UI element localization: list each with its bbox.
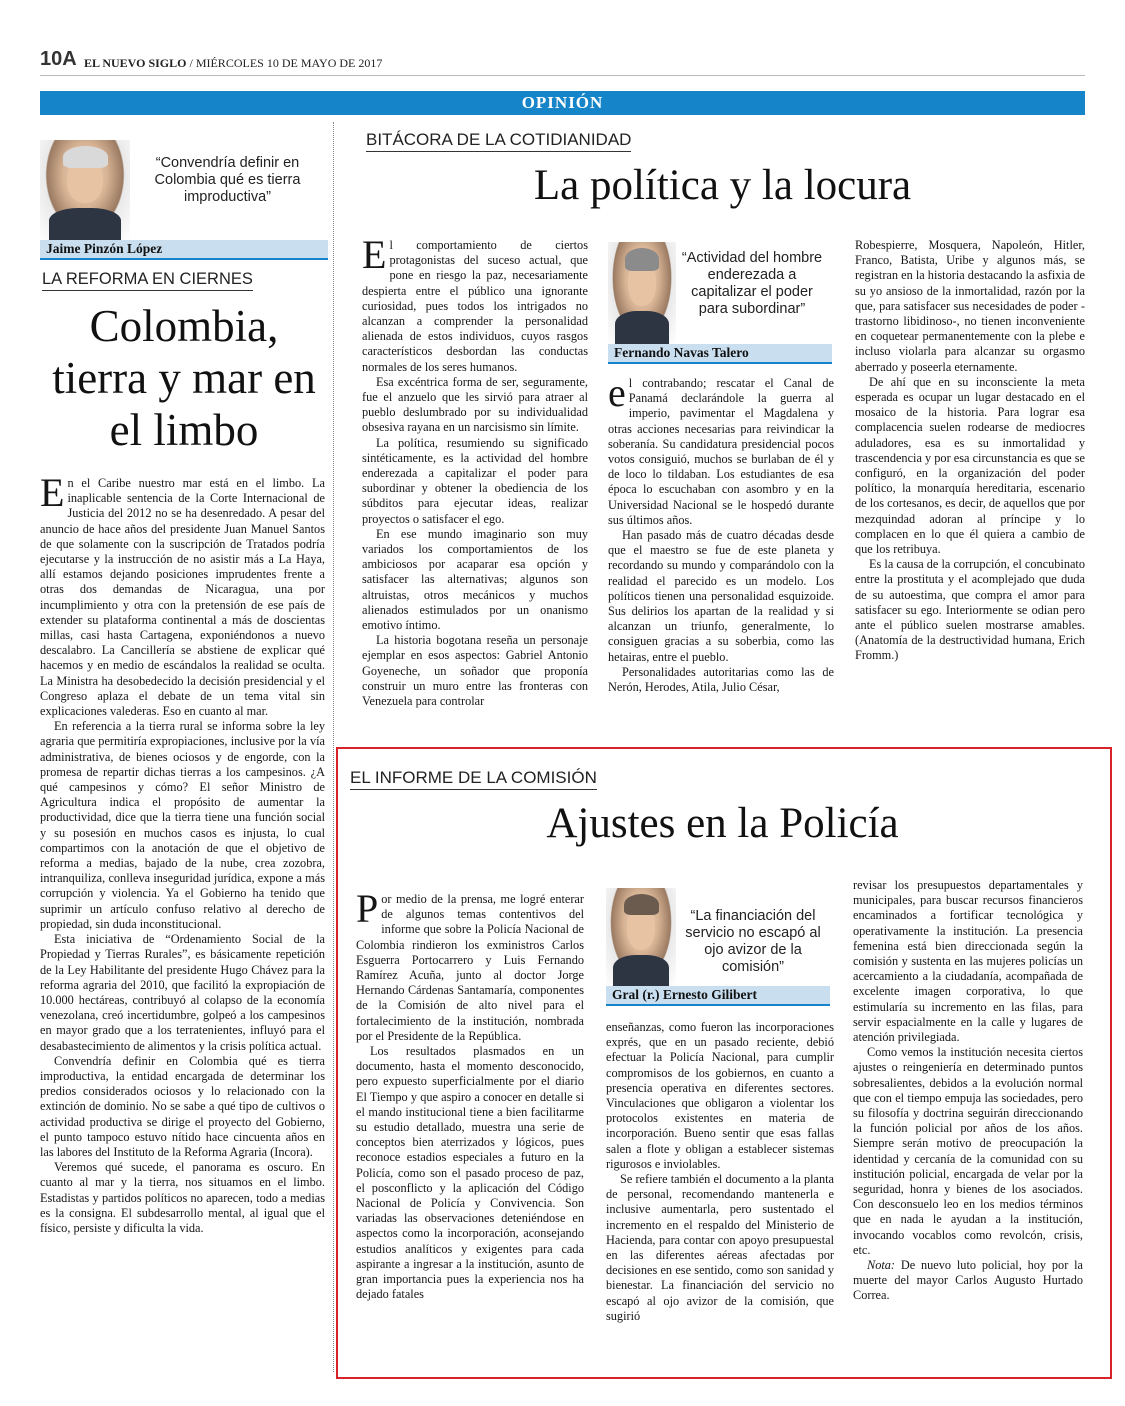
paragraph: En ese mundo imaginario son muy variados los comportamientos de los ambiciosos por acaparar esa opción y satisfacer las alternativas; algunos son altruistas, otros mecánicos y muchos alienados estimulados por un onanismo emotivo íntimo.	[362, 526, 588, 633]
edition-date: MIÉRCOLES 10 DE MAYO DE 2017	[195, 56, 383, 70]
article-column-3	[853, 878, 1083, 1368]
paragraph: Es la causa de la corrupción, el concubinato entre la prostituta y el acomplejado que duda de su autoestima, que compra el amor para satisfacer su ego. Interiormente se odian pero ante el público suelen mostrarse amables. (Anatomía de la destructividad humana, Erich Fromm.)	[855, 557, 1085, 663]
note-paragraph	[853, 1258, 1083, 1304]
article-headline: La política y la locura	[533, 162, 912, 209]
paragraph: Los resultados plasmados en un documento, hasta el momento desconocido, pero expuesto superficialmente por el diario El Tiempo y que aspiro a conocer en detalle si el mando institucional tiene a bien facilitarme su estudio detallado, muestra una serie de conceptos bien aterrizados y lógicos, pues reconoce estadios especiales a futuro en la Policía, como son el pasado proceso de paz, el posconflicto y la aplicación del Código Nacional de Policía y Convivencia. Son variadas las observaciones deteniéndose en aspectos como la incorporación, aconsejando estudios analíticos y exigentes para cada aspirante a ingresar a la institución, asunto de gran importancia pues la experiencia nos ha dejado fatales	[356, 1044, 584, 1302]
author-name: Gral (r.) Ernesto Gilibert	[606, 986, 830, 1006]
article-kicker: BITÁCORA DE LA COTIDIANIDAD	[366, 130, 631, 152]
paragraph: Esta iniciativa de “Ordenamiento Social de la Propiedad y Tierras Rurales”, es básicamente repetición de la Ley Habilitante del presidente Hugo Chávez para la reforma agraria del 2010, que facilitó la expropiación de 10.000 hectáreas, contribuyó al colapso de la economía venezolana, creó incertidumbre, golpeó a los campesinos en mayor grado que a los terratenientes, influyó para el desabastecimiento de alimentos y la crisis política actual.	[40, 932, 325, 1053]
author-photo-gilibert	[606, 888, 676, 986]
article-kicker: LA REFORMA EN CIERNES	[42, 270, 253, 291]
page-number: 10A	[40, 48, 77, 70]
pull-quote: “La financiación del servicio no escapó al ojo avizor de la comisión”	[685, 908, 821, 975]
column-divider	[333, 122, 334, 1372]
paragraph: Esa excéntrica forma de ser, seguramente, fue el anzuelo que les sirvió para atraer al pueblo deslumbrado por su individualidad obsesiva rayana en un narcisismo sin límite.	[362, 374, 588, 435]
page-header	[40, 46, 1085, 76]
article-column-1	[356, 892, 584, 1368]
article-column-1	[362, 238, 588, 722]
paragraph: Personalidades autoritarias como las de Nerón, Herodes, Atila, Julio César,	[608, 664, 834, 695]
paragraph: En el Caribe nuestro mar está en el limbo. La inaplicable sentencia de la Corte Internacional de Justicia del 2012 no se ha desenredado. A pesar del anuncio de hace años del presidente Juan Manuel Santos de que solamente con la suscripción de Tratados podría ejecutarse y la instrucción de no asistir más a La Haya, allí estamos dejando posiciones imprudentes frente a otras dos demandas de Nicaragua, una por incumplimiento y otra con la pretensión de ese país de extender su plataforma continental a más de doscientas millas, casi hasta Cartagena, exponiéndonos a nuevo descalabro. La Cancillería se abstiene de explicar qué hacemos y en medio de escándalos la realidad se oculta. La Ministra ha desobedecido la decisión presidencial y el Congreso aplaza el debate de un tema vital sin explicaciones valederas. Eso en cuanto al mar.	[40, 476, 325, 719]
article-column-2	[608, 376, 834, 722]
article-headline: Colombia, tierra y mar en el limbo	[52, 301, 316, 455]
author-name: Fernando Navas Talero	[608, 344, 832, 364]
header-separator: /	[186, 56, 196, 70]
paragraph: el contrabando; rescatar el Canal de Panamá declarándole la guerra al imperio, pavimentar el Magdalena y otras acciones necesarias para reivindicar la soberanía. Su candidatura presidencial pocos votos consiguió, muchos se burlaban de él y de loco lo tildaban. Los estudiantes de esa época lo escuchaban con asombro y en la Universidad Nacional se le hospedó durante sus últimos años.	[608, 376, 834, 527]
paragraph: Convendría definir en Colombia qué es tierra improductiva, la entidad encargada de determinar los predios considerados ociosos y lo relacionado con la extinción de dominio. No se sabe a qué tipo de cultivos o actividad productiva se dirige el proyecto del Gobierno, el punto tampoco estuvo nítido hace cincuenta años en las labores del Instituto de la Reforma Agraria (Incora).	[40, 1053, 325, 1159]
newspaper-name: EL NUEVO SIGLO	[84, 56, 187, 70]
article-kicker: EL INFORME DE LA COMISIÓN	[350, 768, 597, 790]
paragraph: Han pasado más de cuatro décadas desde que el maestro se fue de este planeta y recordando su mundo y comparándolo con la realidad el parecido es un modelo. Los políticos tienen una personalidad esquizoide. Sus delirios los apartan de la realidad y si alcanzan un triunfo, generalmente, lo consiguen gracias a su soberbia, como las hetairas, entre el pueblo.	[608, 528, 834, 664]
paragraph: El comportamiento de ciertos protagonistas del suceso actual, que pone en riesgo la paz, necesariamente despierta entre el público una ignorante curiosidad, pues todos los intrigados no alcanzan a comprender la personalidad alienada de estos individuos, cuyos rasgos característicos desbordan las conductas normales de los seres humanos.	[362, 238, 588, 374]
paragraph: Por medio de la prensa, me logré enterar de algunos temas contentivos del informe que sobre la Policía Nacional de Colombia rindieron los exministros Carlos Esguerra Portocarrero y Luis Fernando Ramírez Acuña, junto al doctor Jorge Hernando Cárdenas Santamaría, componentes de la Comisión de alto nivel para el fortalecimiento de la institución, nombrada por el Presidente de la República.	[356, 892, 584, 1043]
article-headline: Ajustes en la Policía	[546, 800, 899, 847]
author-photo-navas	[608, 242, 676, 344]
paragraph: La política, resumiendo su significado sintéticamente, es la actividad del hombre enderezada a capitalizar el poder para subordinar y obtener la obediencia de los súbditos para ejecutar ideas, realizar proyectos o satisfacer el ego.	[362, 435, 588, 526]
article-body	[40, 476, 325, 1361]
note-label: Nota:	[867, 1258, 896, 1273]
paragraph: Robespierre, Mosquera, Napoleón, Hitler, Franco, Batista, Uribe y algunos más, se registran en la historia destacando la asfixia de su yo ansioso de la inmortalidad, razón por la que, para satisfacer sus necesidades de poder -trastorno libidinoso-, no tienen inconveniente en coquetear permanentemente con la plebe e incluso violarla para alcanzar su orgasmo aberrado y poseerla eternamente.	[855, 238, 1085, 374]
section-banner: OPINIÓN	[40, 91, 1085, 115]
paragraph: De ahí que en su inconsciente la meta esperada es ocupar un lugar destacado en el mosaico de la historia. Para lograr esa complacencia suelen rodearse de mediocres aduladores, esa es su inmortalidad y trascendencia y por esa circunstancia es que se configuró, en la organización del poder político, la monarquía hereditaria, escenario de los cortesanos, es decir, de aquellos que por mezquindad adoran al príncipe y lo complacen en lo que él quiera a cambio de que los retribuya.	[855, 374, 1085, 557]
pull-quote: “Actividad del hombre enderezada a capitalizar el poder para subordinar”	[681, 250, 823, 317]
paragraph: En referencia a la tierra rural se informa sobre la ley agraria que permitiría expropiaciones, inclusive por la vía administrativa, de bienes ociosos y de engorde, con la promesa de repartir dichas tierras a los campesinos. ¿A qué campesinos y cómo? El señor Ministro de Agricultura indica el propósito de aumentar la productividad, dice que la tierra tiene una función social y su posesión en muchos casos es injusta, lo cual compartimos con la anotación de que el objetivo de reforma a medias, bajado de la nube, crea zozobra, intranquiliza, conlleva inseguridad jurídica, expone a más corrupción y violencia. Ya el Gobierno ha tenido que suprimir un artículo confuso relativo al derecho de propiedad, sin duda inconstitucional.	[40, 719, 325, 931]
paragraph: Como vemos la institución necesita ciertos ajustes o reingeniería en determinado puntos sobresalientes, debidos a la evolución normal que con el tiempo empuja las sociedades, pero su filosofía y doctrina seguirán direccionando la función policial por años de los años. Siempre serán motivo de preocupación la identidad y cercanía de la comunidad con su institución policial, encargada de velar por la seguridad, honra y bienes de los asociados. Con desconsuelo leo en los medios términos que en nada le ayudan a la institución, invocando vocablos como revolcón, crisis, etc.	[853, 1045, 1083, 1257]
article-column-3	[855, 238, 1085, 722]
author-name: Jaime Pinzón López	[40, 240, 328, 260]
paragraph: enseñanzas, como fueron las incorporaciones exprés, que en un pasado reciente, debió efectuar la Policía Nacional, para cumplir compromisos de los gobiernos, en cuanto a presencia operativa en diferentes sectores. Vinculaciones que obligaron a violentar los protocolos existentes en materia de incorporación. Bueno sentir que esas fallas salen a flote y obligan a establecer sistemas rigurosos e inviolables.	[606, 1020, 834, 1171]
article-column-2	[606, 1020, 834, 1368]
pull-quote: “Convendría definir en Colombia qué es tierra improductiva”	[154, 155, 301, 205]
author-photo-pinzon	[40, 140, 130, 240]
masthead	[84, 56, 382, 71]
paragraph: Veremos qué sucede, el panorama es oscuro. En cuanto al mar y la tierra, nos situamos en el limbo. Estadistas y partidos políticos no aparecen, todo a medias es la consigna. El subdesarrollo mental, al igual que el físico, persiste y dificulta la vida.	[40, 1160, 325, 1235]
paragraph: La historia bogotana reseña un personaje ejemplar en esos aspectos: Gabriel Antonio Goyeneche, un soñador que proponía construir un muro entre las fronteras con Venezuela para controlar	[362, 633, 588, 709]
paragraph: revisar los presupuestos departamentales y municipales, para buscar recursos financieros encaminados a fortificar tecnológica y operativamente la institución. La presencia femenina está bien direccionada según la comisión y sustenta en las mujeres policías un acercamiento a la ciudadanía, acompañada de excelente imagen corporativa, lo que estimularía su incremento en las filas, para servir espacialmente en la calle y lugares de atención privilegiada.	[853, 878, 1083, 1045]
paragraph: Se refiere también el documento a la planta de personal, recomendando mantenerla e inclusive aumentarla, pero sustentado el incremento en el respaldo del Ministerio de Hacienda, para contar con apoyo presupuestal en las diferentes aéreas afectadas por decisiones en ese sentido, como son sanidad y bienestar. La financiación del servicio no escapó al ojo avizor de la comisión, que sugirió	[606, 1172, 834, 1323]
note-text: De nuevo luto policial, hoy por la muerte del mayor Carlos Augusto Hurtado Correa.	[853, 1258, 1083, 1303]
